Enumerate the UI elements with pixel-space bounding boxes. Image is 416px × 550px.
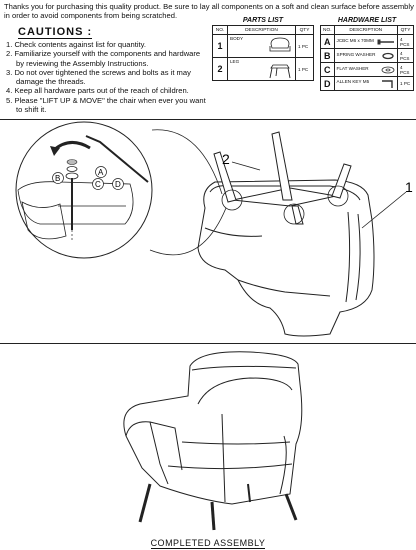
part-desc-cell [228,35,296,58]
hardware-letter: C [321,63,335,77]
intro-text: Thanks you for purchasing this quality product. Be sure to lay all components on a soft and clean surface before assembly in order to avoid components from being scratched. [4,2,414,21]
hw-d-label: D [115,180,121,189]
chair-body-icon [267,36,293,56]
part-number: 2 [213,58,228,81]
hardware-letter: A [321,35,335,49]
hardware-description: JCBC M6 x 70MM [336,37,374,43]
cautions-title: CAUTIONS : [18,26,93,38]
hardware-list-table [320,17,414,91]
hw-a-label: A [98,168,104,177]
hardware-qty: 4 PCS [398,35,414,49]
assembly-diagram [0,120,416,342]
cautions-list [6,40,206,114]
col-header: DESCRIPTION [334,26,397,35]
bolt-icon [377,38,395,46]
caution-item: 2. Familiarize yourself with the components and hardware by reviewing the Assembly Instructions. [6,49,201,68]
hardware-description: SPRING WASHER [336,51,376,57]
hardware-qty: 1 PC [398,77,414,91]
caution-item: 4. Keep all hardware parts out of the reach of children. [6,86,189,96]
completed-chair-drawing [0,344,416,536]
table-row [213,58,314,81]
flat-washer-icon [381,66,395,74]
part-desc-cell [228,58,296,81]
hardware-detail-zoom [16,122,152,258]
table-row [321,35,414,49]
hardware-desc-cell [334,63,397,77]
parts-list-table [212,17,314,81]
hardware-letter: D [321,77,335,91]
col-header: NO. [321,26,335,35]
parts-list-title: PARTS LIST [242,17,284,24]
hardware-desc-cell [334,77,397,91]
part-qty: 1 PC [296,58,314,81]
part-description: BODY [230,36,244,41]
hardware-desc-cell [334,49,397,63]
hardware-qty: 4 PCS [398,63,414,77]
hardware-qty: 4 PCS [398,49,414,63]
col-header: QTY [398,26,414,35]
leg-icon [267,59,293,79]
table-row [321,49,414,63]
part-qty: 1 PC [296,35,314,58]
spring-washer-icon [381,52,395,60]
part-description: LEG [230,59,240,64]
table-row [321,77,414,91]
part-number: 1 [213,35,228,58]
table-row [213,35,314,58]
hw-c-label: C [95,180,101,189]
hardware-letter: B [321,49,335,63]
table-row [321,63,414,77]
hardware-description: FLAT WASHER [336,65,369,71]
part-2-label: 2 [222,151,230,167]
hardware-list-title: HARDWARE LIST [337,17,397,24]
part-1-label: 1 [405,179,413,195]
hw-b-label: B [55,174,61,183]
completed-assembly-caption: COMPLETED ASSEMBLY [150,538,266,548]
caution-item: 5. Please "LIFT UP & MOVE" the chair when ever you want to shift it. [6,95,206,115]
hardware-desc-cell [334,35,397,49]
col-header: NO. [213,26,228,35]
col-header: QTY [296,26,314,35]
allen-key-icon [381,79,395,89]
col-header: DESCRIPTION [228,26,296,35]
caution-item: 1. Check contents against list for quantity. [6,40,146,49]
caution-item: 3. Do not over tightened the screws and bolts as it may damage the threads. [6,67,191,87]
hardware-description: ALLEN KEY M5 [336,78,370,84]
